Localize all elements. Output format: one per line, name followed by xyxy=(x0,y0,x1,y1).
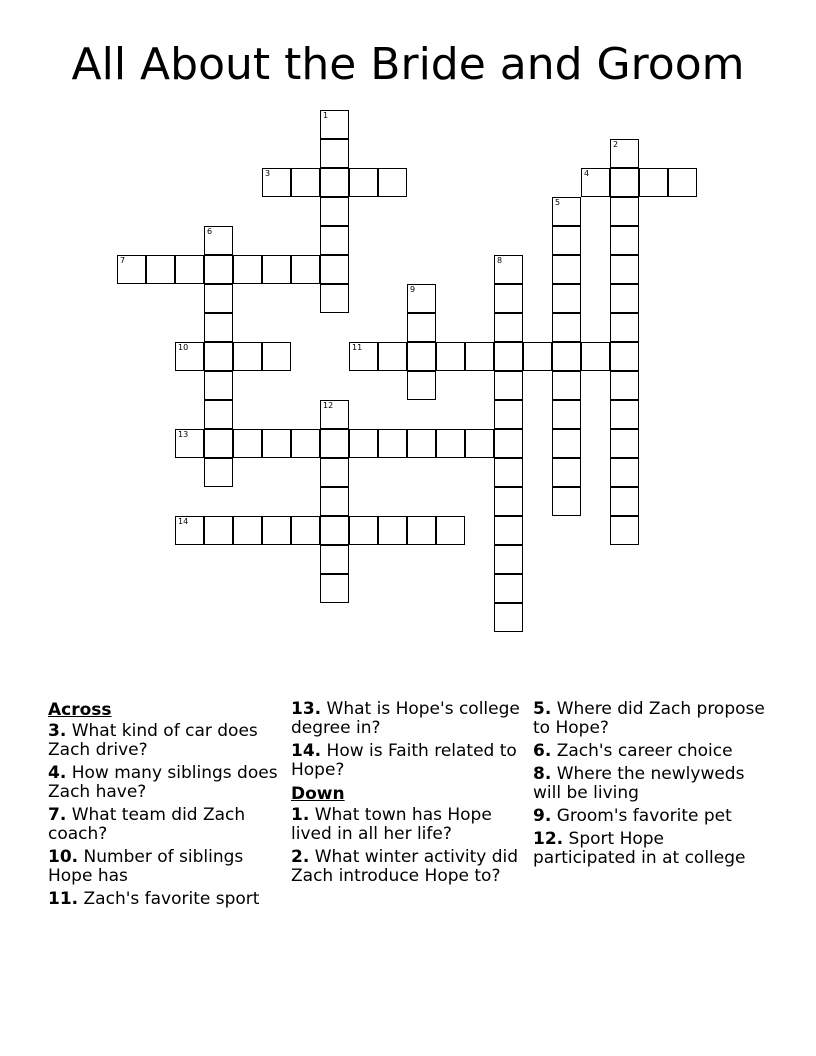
clue-number: 7 xyxy=(120,256,126,265)
grid-cell[interactable] xyxy=(494,284,523,313)
grid-cell[interactable] xyxy=(494,516,523,545)
clue-number: 10 xyxy=(178,343,189,352)
clue-across-3: 3. What kind of car does Zach drive? xyxy=(48,721,258,760)
clue-number: 2 xyxy=(613,140,619,149)
clue-column-1 xyxy=(48,700,284,913)
clue-number: 3 xyxy=(265,169,271,178)
grid-cell[interactable] xyxy=(610,342,639,371)
grid-cell[interactable] xyxy=(552,313,581,342)
grid-cell[interactable] xyxy=(204,458,233,487)
grid-cell[interactable] xyxy=(552,255,581,284)
grid-cell[interactable] xyxy=(320,139,349,168)
grid-cell[interactable] xyxy=(320,110,349,139)
grid-cell[interactable] xyxy=(349,516,378,545)
grid-cell[interactable] xyxy=(494,255,523,284)
clue-number: 5 xyxy=(555,198,561,207)
grid-cell[interactable] xyxy=(610,168,639,197)
grid-cell[interactable] xyxy=(610,255,639,284)
clue-across-13: 13. What is Hope's college degree in? xyxy=(291,699,520,738)
grid-cell[interactable] xyxy=(610,226,639,255)
grid-cell[interactable] xyxy=(349,168,378,197)
grid-cell[interactable] xyxy=(262,516,291,545)
grid-cell[interactable] xyxy=(291,255,320,284)
grid-cell[interactable] xyxy=(262,342,291,371)
clue-column-2 xyxy=(291,700,527,890)
grid-cell[interactable] xyxy=(291,429,320,458)
clue-number: 8 xyxy=(497,256,503,265)
grid-cell[interactable] xyxy=(233,516,262,545)
clue-number: 1 xyxy=(323,111,329,120)
grid-cell[interactable] xyxy=(175,255,204,284)
grid-cell[interactable] xyxy=(175,429,204,458)
grid-cell[interactable] xyxy=(552,400,581,429)
grid-cell[interactable] xyxy=(552,487,581,516)
grid-cell[interactable] xyxy=(291,168,320,197)
grid-cell[interactable] xyxy=(320,400,349,429)
grid-cell[interactable] xyxy=(610,139,639,168)
grid-cell[interactable] xyxy=(552,342,581,371)
grid-cell[interactable] xyxy=(320,429,349,458)
grid-cell[interactable] xyxy=(204,342,233,371)
grid-cell[interactable] xyxy=(552,458,581,487)
grid-cell[interactable] xyxy=(494,371,523,400)
grid-cell[interactable] xyxy=(465,429,494,458)
grid-cell[interactable] xyxy=(233,429,262,458)
grid-cell[interactable] xyxy=(581,168,610,197)
clue-down-8: 8. Where the newlyweds will be living xyxy=(533,764,745,803)
grid-cell[interactable] xyxy=(552,226,581,255)
grid-cell[interactable] xyxy=(233,255,262,284)
grid-cell[interactable] xyxy=(523,342,552,371)
grid-cell[interactable] xyxy=(610,284,639,313)
grid-cell[interactable] xyxy=(581,342,610,371)
grid-cell[interactable] xyxy=(552,371,581,400)
clue-down-6: 6. Zach's career choice xyxy=(533,741,733,761)
grid-cell[interactable] xyxy=(320,284,349,313)
grid-cell[interactable] xyxy=(436,429,465,458)
grid-cell[interactable] xyxy=(407,284,436,313)
grid-cell[interactable] xyxy=(204,400,233,429)
grid-cell[interactable] xyxy=(320,255,349,284)
grid-cell[interactable] xyxy=(262,255,291,284)
grid-cell[interactable] xyxy=(378,168,407,197)
grid-cell[interactable] xyxy=(552,429,581,458)
grid-cell[interactable] xyxy=(610,400,639,429)
grid-cell[interactable] xyxy=(494,574,523,603)
grid-cell[interactable] xyxy=(552,197,581,226)
grid-cell[interactable] xyxy=(494,545,523,574)
grid-cell[interactable] xyxy=(668,168,697,197)
clue-column-3 xyxy=(533,700,769,872)
down-heading: Down xyxy=(291,784,345,804)
clue-down-2: 2. What winter activity did Zach introduce Hope to? xyxy=(291,847,519,886)
grid-cell[interactable] xyxy=(407,313,436,342)
clue-number: 6 xyxy=(207,227,213,236)
grid-cell[interactable] xyxy=(407,371,436,400)
clue-number: 11 xyxy=(352,343,363,352)
clue-across-10: 10. Number of siblings Hope has xyxy=(48,847,244,886)
grid-cell[interactable] xyxy=(175,516,204,545)
grid-cell[interactable] xyxy=(494,458,523,487)
grid-cell[interactable] xyxy=(610,516,639,545)
clue-across-11: 11. Zach's favorite sport xyxy=(48,889,260,909)
grid-cell[interactable] xyxy=(320,487,349,516)
grid-cell[interactable] xyxy=(610,487,639,516)
clue-down-5: 5. Where did Zach propose to Hope? xyxy=(533,699,765,738)
grid-cell[interactable] xyxy=(262,429,291,458)
clue-number: 14 xyxy=(178,517,189,526)
grid-cell[interactable] xyxy=(378,516,407,545)
grid-cell[interactable] xyxy=(552,284,581,313)
grid-cell[interactable] xyxy=(494,342,523,371)
grid-cell[interactable] xyxy=(407,342,436,371)
grid-cell[interactable] xyxy=(610,458,639,487)
grid-cell[interactable] xyxy=(233,342,262,371)
grid-cell[interactable] xyxy=(610,197,639,226)
grid-cell[interactable] xyxy=(349,429,378,458)
clue-across-4: 4. How many siblings does Zach have? xyxy=(48,763,278,802)
clue-down-12: 12. Sport Hope participated in at college xyxy=(533,829,746,868)
grid-cell[interactable] xyxy=(320,545,349,574)
grid-cell[interactable] xyxy=(639,168,668,197)
grid-cell[interactable] xyxy=(204,429,233,458)
clue-across-7: 7. What team did Zach coach? xyxy=(48,805,246,844)
grid-cell[interactable] xyxy=(407,516,436,545)
grid-cell[interactable] xyxy=(436,342,465,371)
grid-cell[interactable] xyxy=(175,342,204,371)
grid-cell[interactable] xyxy=(262,168,291,197)
grid-cell[interactable] xyxy=(146,255,175,284)
grid-cell[interactable] xyxy=(610,429,639,458)
grid-cell[interactable] xyxy=(320,516,349,545)
clue-across-14: 14. How is Faith related to Hope? xyxy=(291,741,517,780)
grid-cell[interactable] xyxy=(204,226,233,255)
grid-cell[interactable] xyxy=(204,516,233,545)
grid-cell[interactable] xyxy=(378,342,407,371)
clue-down-1: 1. What town has Hope lived in all her life? xyxy=(291,805,492,844)
grid-cell[interactable] xyxy=(291,516,320,545)
grid-cell[interactable] xyxy=(436,516,465,545)
grid-cell[interactable] xyxy=(349,342,378,371)
grid-cell[interactable] xyxy=(494,429,523,458)
grid-cell[interactable] xyxy=(494,487,523,516)
grid-cell[interactable] xyxy=(494,603,523,632)
grid-cell[interactable] xyxy=(610,371,639,400)
grid-cell[interactable] xyxy=(204,255,233,284)
grid-cell[interactable] xyxy=(494,400,523,429)
grid-cell[interactable] xyxy=(204,313,233,342)
puzzle-title: All About the Bride and Groom xyxy=(71,39,745,90)
clue-number: 12 xyxy=(323,401,334,410)
clue-number: 13 xyxy=(178,430,189,439)
grid-cell[interactable] xyxy=(320,197,349,226)
clue-number: 4 xyxy=(584,169,590,178)
grid-cell[interactable] xyxy=(494,313,523,342)
across-heading: Across xyxy=(48,700,112,720)
grid-cell[interactable] xyxy=(320,226,349,255)
grid-cell[interactable] xyxy=(204,284,233,313)
grid-cell[interactable] xyxy=(407,429,436,458)
grid-cell[interactable] xyxy=(610,313,639,342)
grid-cell[interactable] xyxy=(204,371,233,400)
grid-cell[interactable] xyxy=(320,574,349,603)
grid-cell[interactable] xyxy=(117,255,146,284)
grid-cell[interactable] xyxy=(378,429,407,458)
grid-cell[interactable] xyxy=(465,342,494,371)
grid-cell[interactable] xyxy=(320,458,349,487)
grid-cell[interactable] xyxy=(320,168,349,197)
clue-number: 9 xyxy=(410,285,416,294)
clue-down-9: 9. Groom's favorite pet xyxy=(533,806,732,826)
